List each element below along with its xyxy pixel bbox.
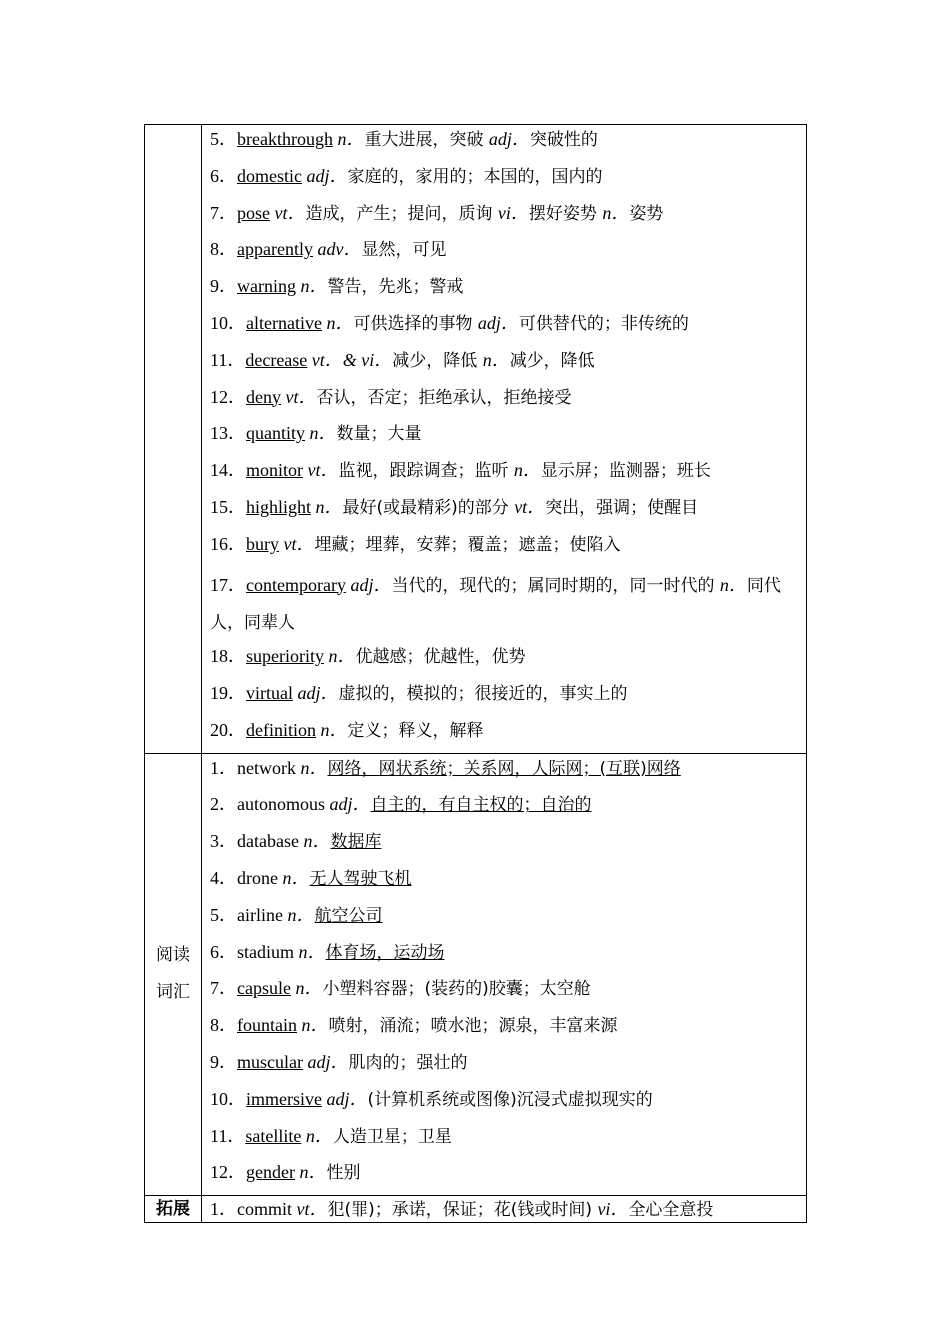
- entry-number: 12．: [210, 1162, 246, 1183]
- category-cell-extension: 拓展: [145, 1196, 202, 1223]
- entry-word: database: [237, 831, 299, 852]
- entry-part-of-speech: adj．: [477, 312, 519, 333]
- entry-part-of-speech: vt．: [283, 533, 315, 554]
- entry-number: 20．: [210, 719, 246, 740]
- entry-word: warning: [237, 276, 296, 297]
- entry-word: satellite: [245, 1125, 302, 1146]
- entries-cell-extension: [202, 1196, 807, 1223]
- entry-part-of-speech: n．: [513, 460, 541, 481]
- entry-definition: 突破性的: [529, 130, 598, 150]
- entry-word: deny: [246, 386, 281, 407]
- entry-part-of-speech: adj．: [326, 1088, 368, 1109]
- entry-word: drone: [237, 867, 278, 888]
- entry-part-of-speech: n．: [320, 719, 348, 740]
- entries-cell-core: [202, 125, 807, 754]
- entry-part-of-speech: n．: [326, 312, 354, 333]
- entry-word: superiority: [246, 646, 324, 667]
- entry-definition: 自主的，有自主权的；自治的: [370, 795, 592, 816]
- entry-number: 11．: [210, 1125, 246, 1146]
- entry-definition: 体育场，运动场: [325, 942, 445, 963]
- entry-number: 4．: [210, 867, 237, 888]
- entry-definition: 家庭的，家用的；本国的，国内的: [347, 166, 603, 187]
- entry-definition: (计算机系统或图像)沉浸式虚拟现实的: [367, 1089, 653, 1110]
- entry-part-of-speech: n．: [315, 496, 343, 517]
- entry-part-of-speech: vt．: [514, 496, 546, 517]
- entry-definition: 监视，跟踪调查；监听: [338, 461, 514, 482]
- entry-definition: 否认，否定；拒绝承认，拒绝接受: [316, 387, 572, 408]
- entry-number: 8．: [210, 1015, 237, 1036]
- entry-number: 13．: [210, 423, 246, 444]
- vocab-entry: [210, 493, 798, 530]
- entry-part-of-speech: vi．: [497, 202, 529, 223]
- entry-word: quantity: [246, 423, 305, 444]
- entry-number: 9．: [210, 1051, 237, 1072]
- entry-part-of-speech: n．: [298, 941, 326, 962]
- vocab-entry: [210, 901, 798, 938]
- entry-number: 10．: [210, 312, 246, 333]
- entry-part-of-speech: n．: [301, 1015, 329, 1036]
- entry-part-of-speech: vt．: [285, 386, 317, 407]
- entry-part-of-speech: n．: [337, 129, 365, 149]
- entry-word: breakthrough: [237, 129, 333, 149]
- entry-word: virtual: [246, 682, 293, 703]
- entry-definition: 性别: [326, 1163, 361, 1184]
- entry-part-of-speech: n．: [328, 646, 356, 667]
- category-label-line1: 阅读: [156, 945, 190, 966]
- entry-definition: 全心全意投: [628, 1200, 714, 1221]
- entry-definition: 小塑料容器；(装药的)胶囊；太空舱: [322, 979, 591, 1000]
- entry-number: 6．: [210, 165, 237, 186]
- entry-number: 11．: [210, 349, 246, 370]
- entry-part-of-speech: adj．: [329, 794, 371, 815]
- entry-definition: 减少，降低: [509, 350, 595, 371]
- entry-number: 9．: [210, 276, 237, 297]
- entry-part-of-speech: n．: [303, 831, 331, 852]
- section-row-core: [145, 125, 807, 754]
- entry-number: 14．: [210, 460, 246, 481]
- entry-part-of-speech: n．: [482, 349, 510, 370]
- vocab-entry: [210, 974, 798, 1011]
- entry-definition: 肌肉的；强壮的: [348, 1052, 468, 1073]
- entry-part-of-speech: adj．: [306, 165, 348, 186]
- vocab-entry: [210, 938, 798, 975]
- entry-definition: 最好(或最精彩)的部分: [342, 497, 515, 518]
- vocab-entry: [210, 383, 798, 420]
- entry-number: 5．: [210, 904, 237, 925]
- entry-definition: 造成，产生；提问，质询: [305, 203, 498, 224]
- entry-definition: 当代的，现代的；属同时期的，同一时代的: [391, 575, 720, 596]
- vocab-entry: [210, 716, 798, 753]
- entry-definition: 突出，强调；使醒目: [545, 497, 699, 518]
- entry-word: immersive: [246, 1088, 322, 1109]
- entry-definition: 显然，可见: [361, 240, 447, 261]
- entry-number: 19．: [210, 682, 246, 703]
- vocab-entry: [210, 679, 798, 716]
- vocab-entry: [210, 790, 798, 827]
- vocab-entry: [210, 235, 798, 272]
- entry-definition: 警告，先兆；警戒: [327, 277, 464, 298]
- entry-number: 16．: [210, 533, 246, 554]
- entry-part-of-speech: adj．: [307, 1051, 349, 1072]
- category-label-line2: 词汇: [156, 982, 190, 1003]
- entry-word: decrease: [245, 349, 308, 370]
- vocab-entry: [210, 419, 798, 456]
- entry-word: muscular: [237, 1051, 303, 1072]
- entry-word: stadium: [237, 941, 294, 962]
- entry-number: 8．: [210, 239, 237, 260]
- entry-part-of-speech: n．: [295, 978, 323, 999]
- entry-word: fountain: [237, 1015, 297, 1036]
- entry-definition: 虚拟的，模拟的；很接近的，事实上的: [338, 683, 628, 704]
- entry-word: highlight: [246, 496, 312, 517]
- entry-number: 1．: [210, 757, 237, 778]
- entry-number: 18．: [210, 646, 246, 667]
- entry-part-of-speech: n．: [282, 867, 310, 888]
- entry-part-of-speech: n．: [305, 1125, 333, 1146]
- entry-word: definition: [246, 719, 316, 740]
- entry-definition: 埋藏；埋葬，安葬；覆盖；遮盖；使陷入: [314, 534, 621, 555]
- entry-part-of-speech: vt．& vi．: [311, 349, 393, 370]
- entries-cell-reading: [202, 753, 807, 1196]
- entry-word: bury: [246, 533, 279, 554]
- entry-part-of-speech: vt．: [307, 460, 339, 481]
- entry-part-of-speech: vt．: [274, 202, 306, 223]
- entry-number: 1．: [210, 1199, 237, 1220]
- vocab-entry: [210, 754, 798, 791]
- vocabulary-table: [144, 124, 807, 1223]
- entry-number: 7．: [210, 978, 237, 999]
- entry-definition: 可供选择的事物: [353, 313, 478, 334]
- entry-part-of-speech: adj．: [350, 574, 392, 595]
- entry-definition: 重大进展，突破: [364, 130, 489, 150]
- entry-part-of-speech: vt．: [296, 1199, 328, 1220]
- section-row-reading: [145, 753, 807, 1196]
- entry-definition: 网络，网状系统；关系网，人际网；(互联)网络: [327, 758, 681, 779]
- category-cell-empty: [145, 125, 202, 754]
- entry-word: contemporary: [246, 574, 346, 595]
- entry-word: apparently: [237, 239, 313, 260]
- entry-word: pose: [237, 202, 270, 223]
- entry-number: 7．: [210, 202, 237, 223]
- entry-number: 3．: [210, 831, 237, 852]
- entry-definition: 摆好姿势: [528, 203, 603, 224]
- entry-part-of-speech: n．: [300, 757, 328, 778]
- entry-part-of-speech: n．: [299, 1162, 327, 1183]
- entry-definition: 数量；大量: [336, 424, 422, 445]
- section-row-extension: [145, 1196, 807, 1223]
- entry-definition: 无人驾驶飞机: [309, 868, 412, 889]
- entry-word: domestic: [237, 165, 302, 186]
- entry-word: airline: [237, 904, 283, 925]
- entry-part-of-speech: n．: [309, 423, 337, 444]
- entry-part-of-speech: adj．: [488, 129, 530, 149]
- vocab-entry: [210, 125, 798, 162]
- entry-definition: 可供替代的；非传统的: [518, 313, 689, 334]
- vocab-entry: [210, 864, 798, 901]
- entry-word: alternative: [246, 312, 322, 333]
- entry-definition: 喷射，涌流；喷水池；源泉，丰富来源: [328, 1016, 618, 1037]
- entry-number: 12．: [210, 386, 246, 407]
- entry-word: autonomous: [237, 794, 325, 815]
- entry-number: 6．: [210, 941, 237, 962]
- entry-number: 15．: [210, 496, 246, 517]
- vocab-entry: [210, 530, 798, 567]
- entry-part-of-speech: n．: [287, 904, 315, 925]
- vocab-entry: [210, 1011, 798, 1048]
- entry-number: 10．: [210, 1088, 246, 1109]
- entry-definition: 数据库: [330, 832, 382, 853]
- entry-word: capsule: [237, 978, 291, 999]
- entry-definition: 定义；释义，解释: [347, 720, 484, 741]
- entry-part-of-speech: adj．: [297, 682, 339, 703]
- entry-word: commit: [237, 1199, 292, 1220]
- vocab-entry: [210, 309, 798, 346]
- vocab-entry: [210, 272, 798, 309]
- entry-word: network: [237, 757, 296, 778]
- entry-number: 5．: [210, 129, 237, 149]
- vocab-entry: [210, 1196, 798, 1222]
- vocab-entry: [210, 1085, 798, 1122]
- entry-word: monitor: [246, 460, 303, 481]
- entry-part-of-speech: n．: [300, 276, 328, 297]
- vocab-entry: [210, 1048, 798, 1085]
- vocab-entry: [210, 199, 798, 236]
- entry-definition: 显示屏；监测器；班长: [540, 461, 711, 482]
- entry-part-of-speech: vi．: [597, 1199, 629, 1220]
- vocab-entry: [210, 456, 798, 493]
- entry-part-of-speech: n．: [602, 202, 630, 223]
- vocab-entry: [210, 162, 798, 199]
- entry-part-of-speech: adv．: [317, 239, 362, 260]
- category-cell-reading: [145, 753, 202, 1196]
- vocab-entry: [210, 827, 798, 864]
- entry-part-of-speech: n．: [719, 574, 747, 595]
- entry-definition: 人造卫星；卫星: [332, 1126, 452, 1147]
- vocab-entry: [210, 346, 798, 383]
- entry-definition: 同代人，同辈人: [210, 575, 781, 634]
- entry-definition: 姿势: [629, 203, 664, 224]
- entry-definition: 减少，降低: [392, 350, 483, 371]
- entry-definition: 优越感；优越性，优势: [355, 647, 526, 668]
- vocab-entry: [210, 1158, 798, 1195]
- vocab-entry: [210, 567, 798, 643]
- entry-number: 17．: [210, 574, 246, 595]
- entry-definition: 犯(罪)；承诺，保证；花(钱或时间): [327, 1200, 598, 1221]
- vocab-entry: [210, 1122, 798, 1159]
- entry-definition: 航空公司: [314, 905, 383, 926]
- entry-word: gender: [246, 1162, 295, 1183]
- entry-number: 2．: [210, 794, 237, 815]
- vocab-entry: [210, 642, 798, 679]
